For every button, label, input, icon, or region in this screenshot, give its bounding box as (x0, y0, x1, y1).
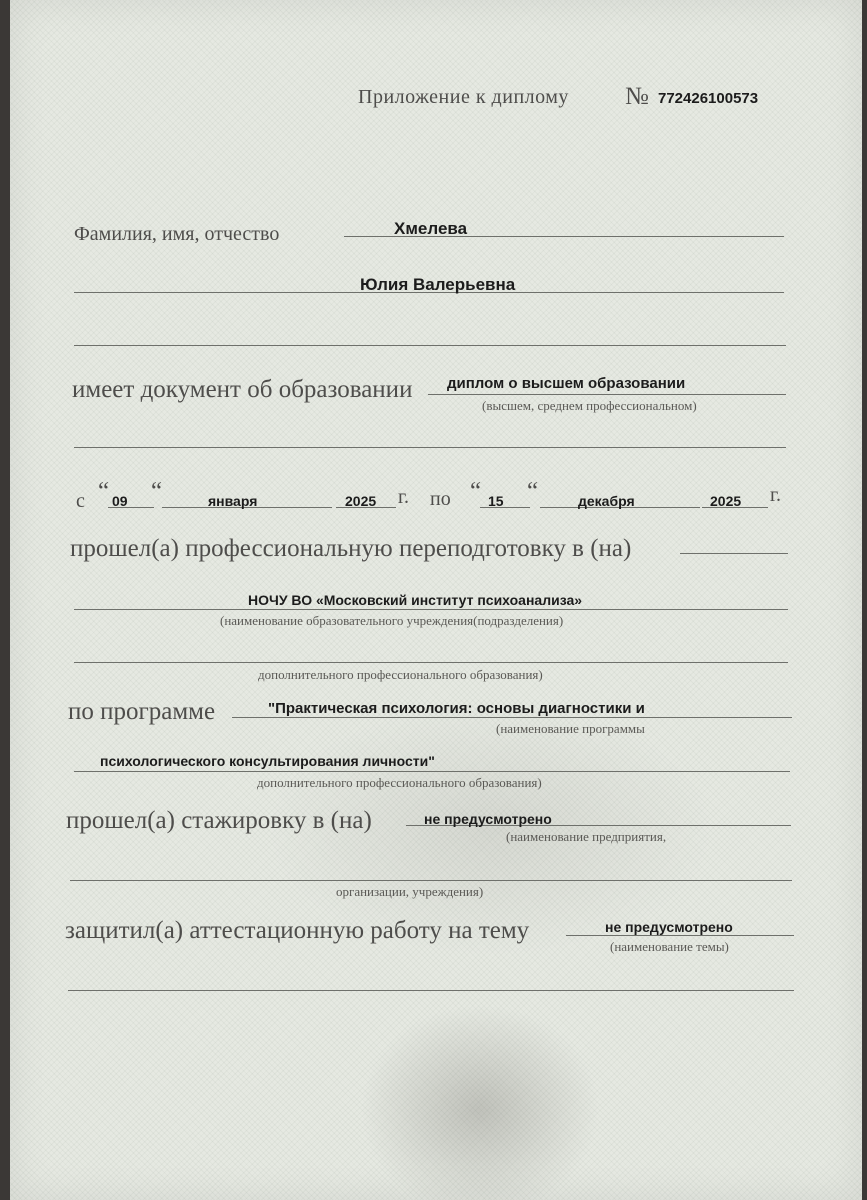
blank-line (68, 990, 794, 991)
close-quote: “ (527, 478, 539, 505)
program-title-line-2: психологического консультирования личности" (100, 753, 435, 769)
program-line-2 (74, 771, 790, 772)
program-label: по программе (68, 698, 216, 725)
blank-line (74, 447, 786, 448)
institution-hint-2: дополнительного профессионального образования) (258, 667, 543, 682)
retraining-line (680, 553, 788, 554)
diploma-supplement-page (10, 0, 862, 1200)
number-sign: № (625, 83, 649, 110)
retraining-label: прошел(а) профессиональную переподготовку в (на) (70, 535, 632, 562)
open-quote: “ (98, 478, 110, 505)
close-quote: “ (151, 478, 163, 505)
to-day-value: 15 (488, 493, 504, 509)
from-day-value: 09 (112, 493, 128, 509)
period-from-prefix: с (76, 490, 85, 512)
to-month-value: декабря (578, 493, 635, 509)
to-year-suffix: г. (770, 484, 781, 506)
open-quote: “ (470, 478, 482, 505)
document-title: Приложение к диплому (358, 86, 569, 108)
institution-hint: (наименование образовательного учреждения(подразделения) (220, 613, 564, 628)
from-year-value: 2025 (345, 493, 377, 509)
internship-value: не предусмотрено (424, 811, 552, 827)
program-hint-1: (наименование программы (496, 721, 645, 736)
internship-label: прошел(а) стажировку в (на) (66, 807, 372, 834)
surname-value: Хмелева (394, 219, 468, 238)
blank-line (74, 345, 786, 346)
internship-hint-2: организации, учреждения) (336, 884, 484, 899)
internship-hint: (наименование предприятия, (506, 829, 667, 844)
blank-line (74, 662, 788, 663)
from-year-suffix: г. (398, 486, 409, 508)
blank-line (70, 880, 792, 881)
thesis-label: защитил(а) аттестационную работу на тему (65, 917, 530, 944)
program-hint-2: дополнительного профессионального образования) (257, 775, 542, 790)
education-doc-line (428, 394, 786, 395)
given-names-value: Юлия Валерьевна (360, 275, 516, 294)
institution-line (74, 609, 788, 610)
from-month-value: января (208, 493, 258, 509)
to-year-value: 2025 (710, 493, 742, 509)
education-doc-label: имеет документ об образовании (72, 376, 413, 403)
institution-value: НОЧУ ВО «Московский институт психоанализа» (248, 592, 583, 608)
thesis-value: не предусмотрено (605, 919, 733, 935)
document-number: 772426100573 (658, 90, 759, 107)
education-doc-hint: (высшем, среднем профессиональном) (482, 398, 697, 413)
thesis-line (566, 935, 794, 936)
period-to-prefix: по (430, 488, 451, 510)
thesis-hint: (наименование темы) (610, 939, 729, 954)
program-line-1 (232, 717, 792, 718)
education-doc-value: диплом о высшем образовании (447, 375, 686, 392)
program-title-line-1: "Практическая психология: основы диагностики и (268, 700, 645, 717)
full-name-label: Фамилия, имя, отчество (74, 223, 280, 245)
